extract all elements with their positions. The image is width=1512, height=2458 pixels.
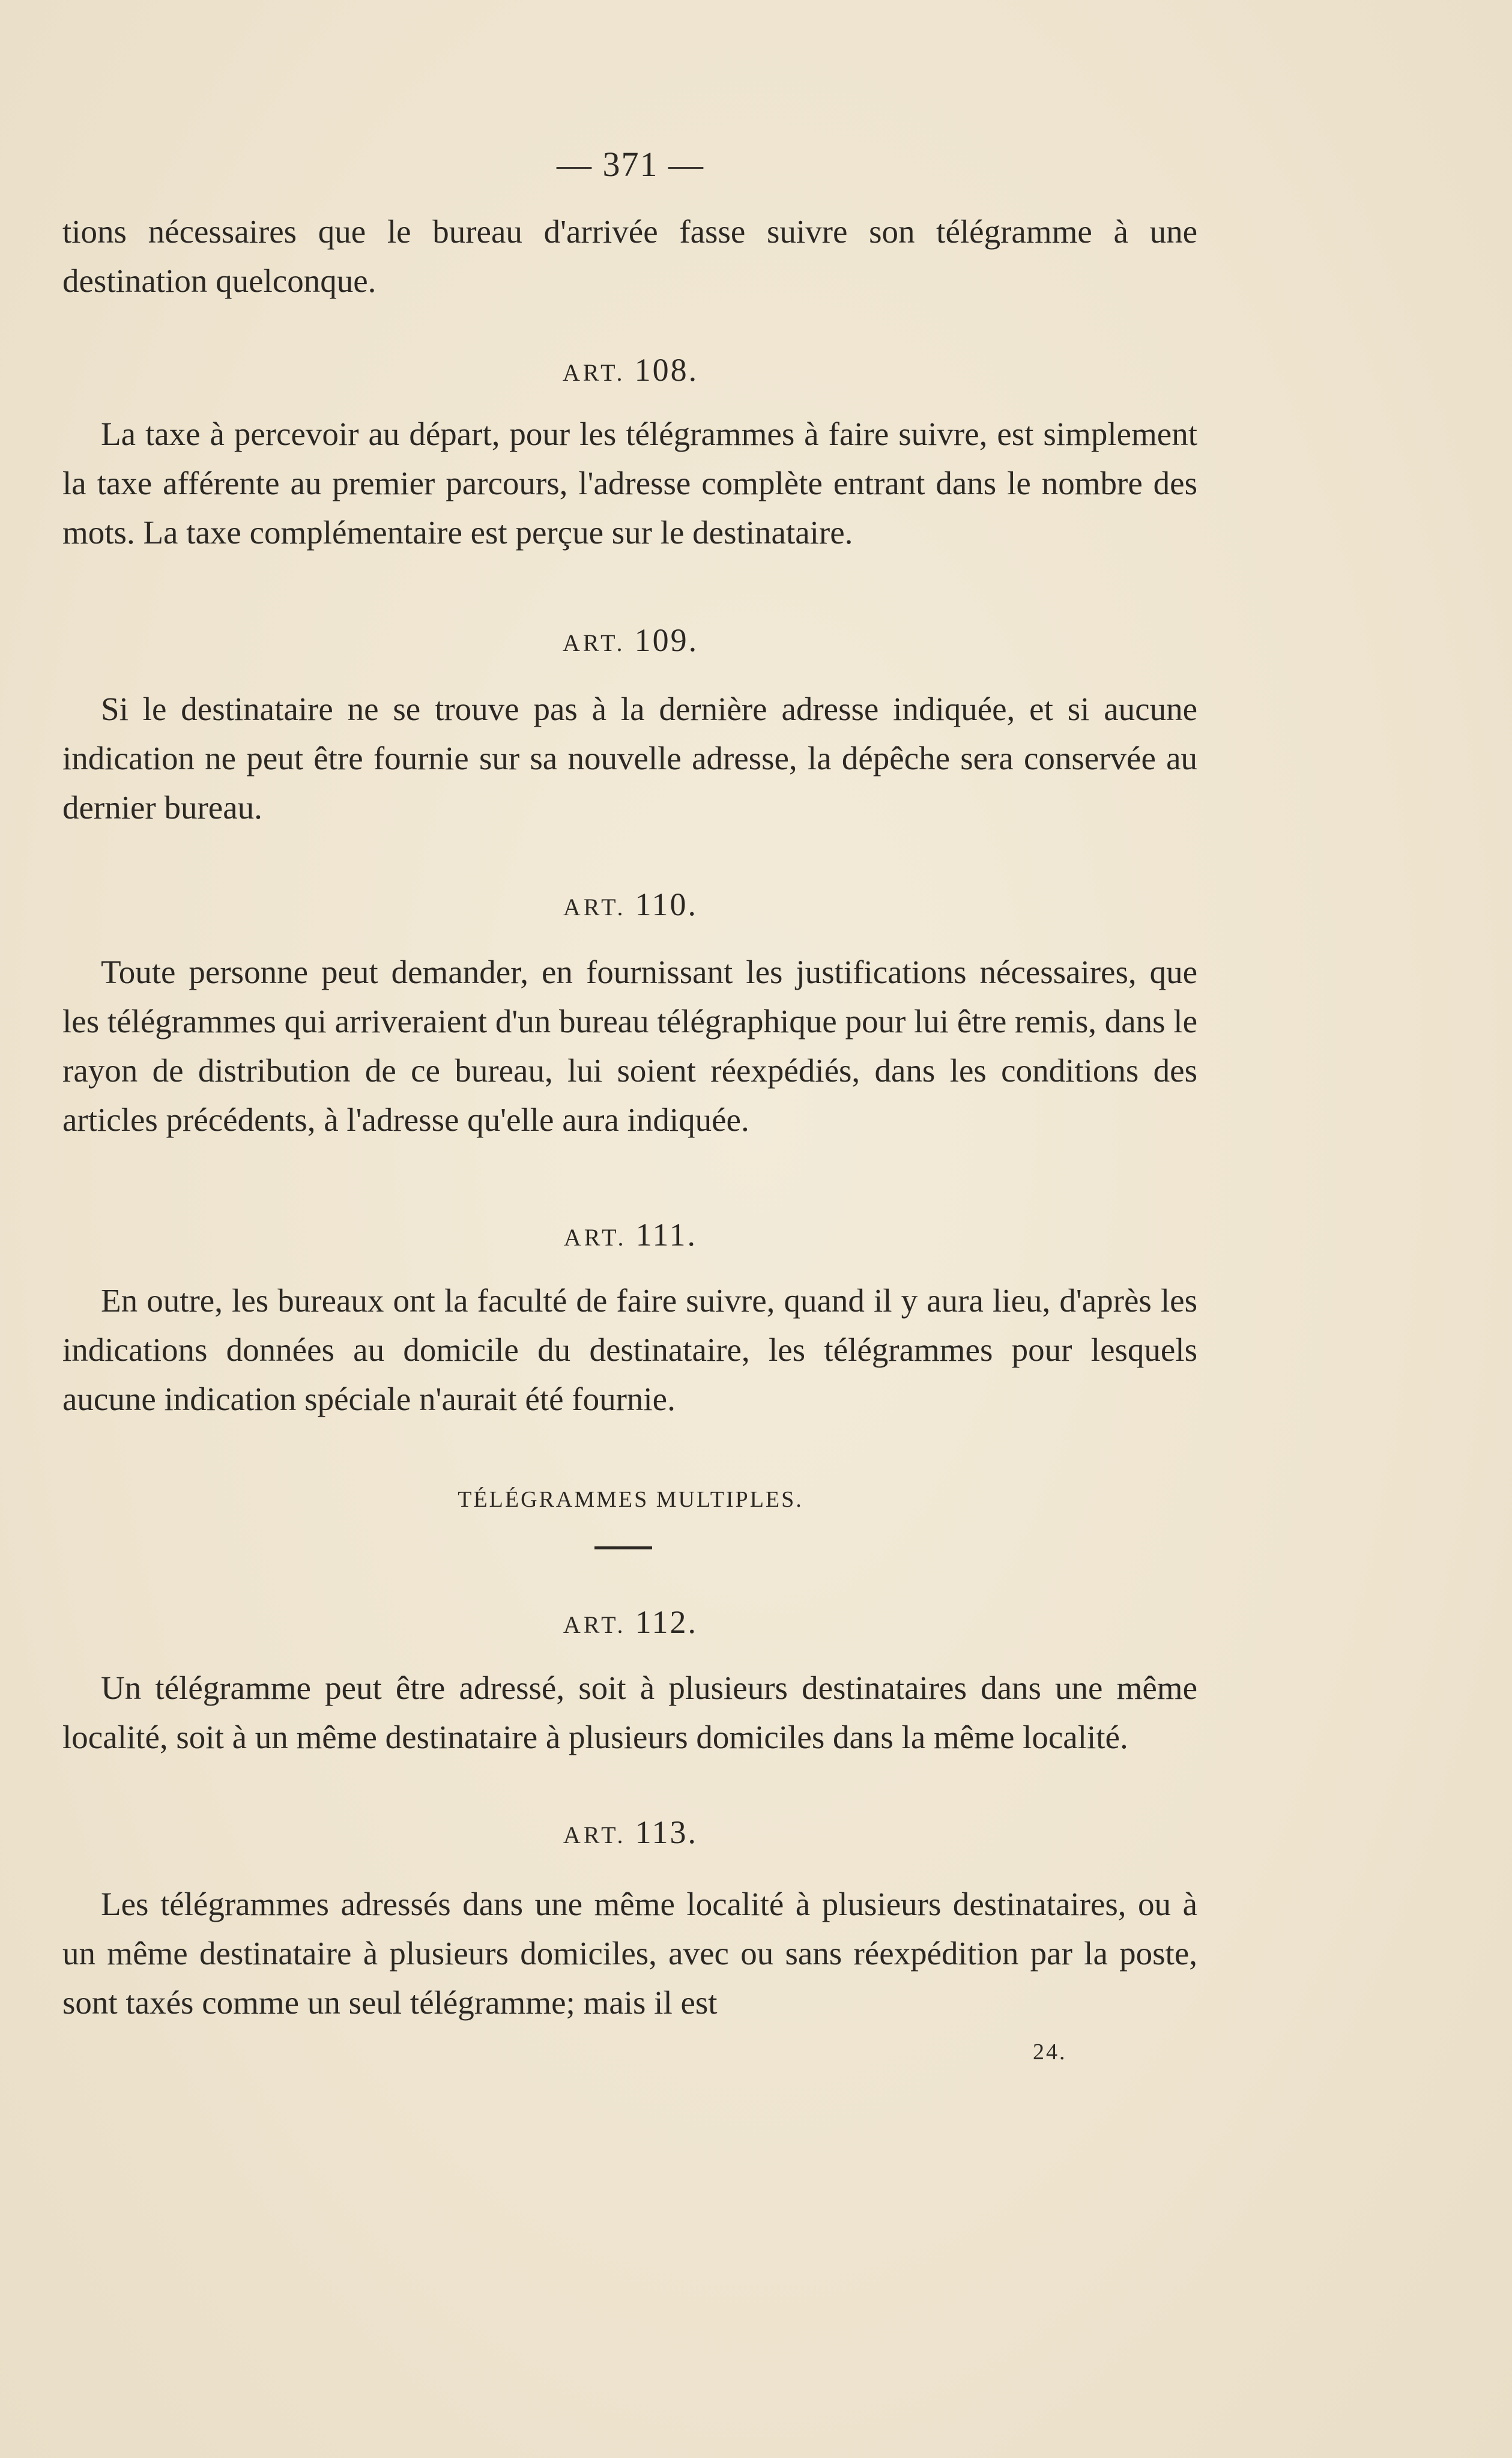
article-heading-113 [0,1814,1261,1851]
article-heading-108 [0,351,1261,389]
article-112-text: Un télégramme peut être adressé, soit à plusieurs destinataires dans une même localité, soit à un même destinataire à plusieurs domiciles dans la même localité. [62,1669,1197,1755]
article-number: 109. [634,622,699,658]
article-number: 113. [635,1814,698,1850]
article-number: 111. [635,1217,698,1253]
paragraph-continuation: tions nécessaires que le bureau d'arrivée fasse suivre son télégramme à une destination quelconque. [62,213,1197,299]
article-number: 108. [634,352,699,388]
article-label: ART. [563,1821,626,1848]
article-108-text: La taxe à percevoir au départ, pour les télégrammes à faire suivre, est simplement la taxe afférente au premier parcours, l'adresse complète entrant dans le nombre des mots. La taxe complémentaire est perçue sur le destinataire. [62,416,1197,551]
section-title: TÉLÉGRAMMES MULTIPLES. [458,1487,803,1512]
article-label: ART. [562,629,626,656]
section-rule [594,1546,652,1549]
article-heading-112 [0,1603,1261,1641]
signature-mark: 24. [1033,2039,1067,2065]
article-number: 110. [635,886,698,922]
article-heading-109 [0,622,1261,659]
article-heading-110 [0,886,1261,923]
article-label: ART. [563,1224,627,1251]
page-number: — 371 — [557,145,704,184]
article-110-text: Toute personne peut demander, en fournissant les justifications nécessaires, que les télégrammes qui arriveraient d'un bureau télégraphique pour lui être remis, dans le rayon de distribution de ce bureau, lui soient réexpédiés, dans les conditions des articles précédents, à l'adresse qu'elle aura indiquée. [62,954,1197,1138]
article-113-text: Les télégrammes adressés dans une même localité à plusieurs destinataires, ou à un même destinataire à plusieurs domiciles, avec ou sans réexpédition par la poste, sont taxés comme un seul télégramme; mais il est [62,1886,1197,2021]
article-label: ART. [563,1611,626,1638]
article-heading-111 [0,1216,1261,1253]
article-label: ART. [563,894,626,921]
article-111-text: En outre, les bureaux ont la faculté de faire suivre, quand il y aura lieu, d'après les indications données au domicile du destinataire, les télégrammes pour lesquels aucune indication spéciale n'aurait été fournie. [62,1282,1197,1417]
article-number: 112. [635,1604,698,1640]
article-label: ART. [562,359,626,386]
article-109-text: Si le destinataire ne se trouve pas à la dernière adresse indiquée, et si aucune indication ne peut être fournie sur sa nouvelle adresse, la dépêche sera conservée au dernier bureau. [62,691,1197,826]
